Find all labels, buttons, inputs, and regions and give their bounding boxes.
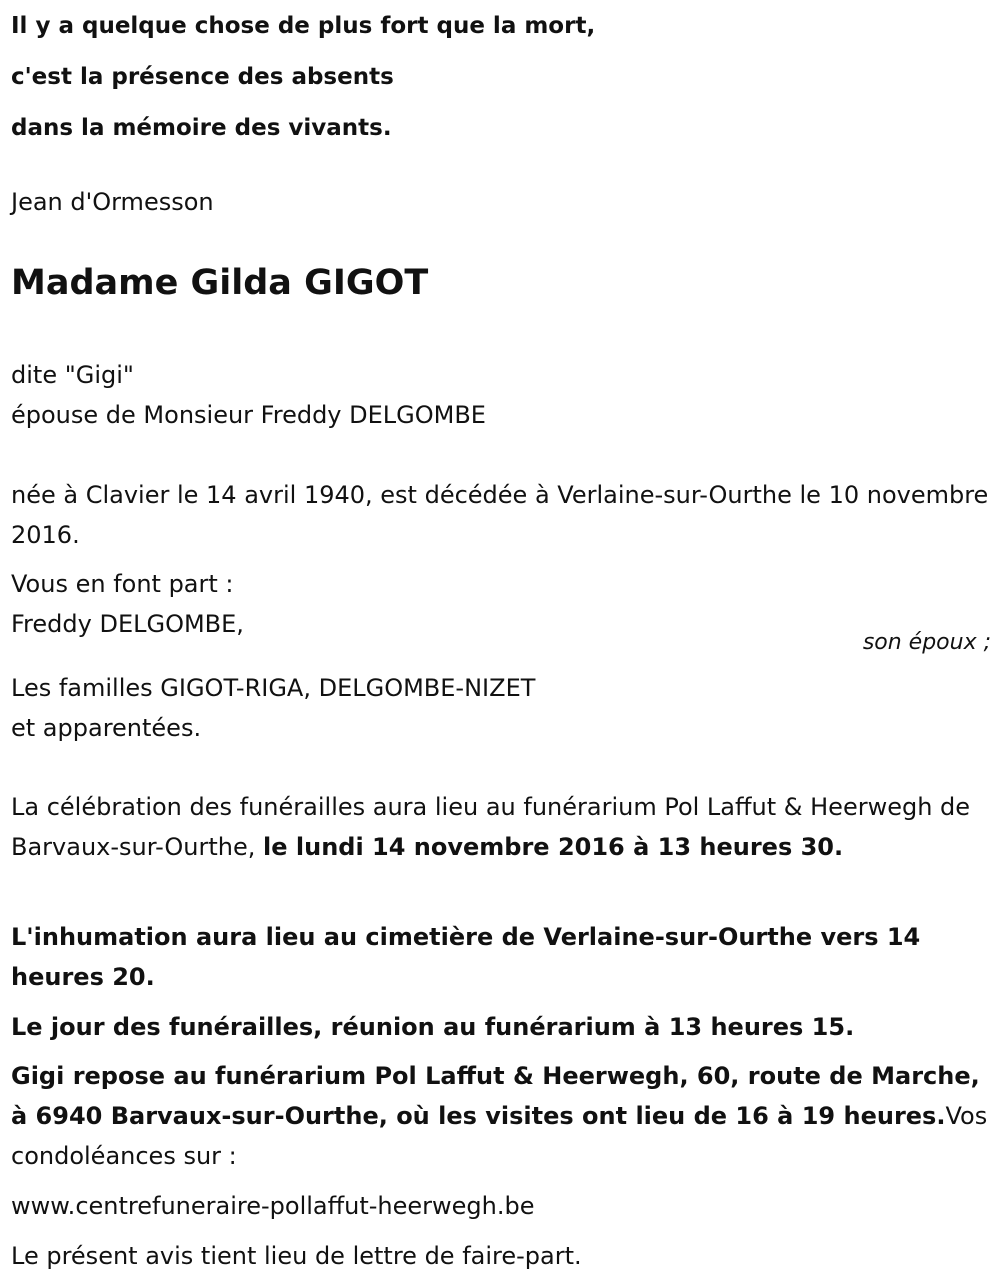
relatives-line: et apparentées. [11,714,202,742]
ceremony-paragraph [11,787,991,867]
meeting-paragraph: Le jour des funérailles, réunion au funérarium à 13 heures 15. [11,1013,855,1041]
website-line: www.centrefuneraire-pollaffut-heerwegh.be [11,1192,535,1220]
announce-line: Vous en font part : [11,570,234,598]
spouse-line: épouse de Monsieur Freddy DELGOMBE [11,401,486,429]
condolences-label: Vos condoléances sur : [11,1102,988,1170]
rest-paragraph [11,1056,991,1176]
husband-role: son époux ; [862,630,991,655]
families-line: Les familles GIGOT-RIGA, DELGOMBE-NIZET [11,674,536,702]
husband-line: Freddy DELGOMBE, [11,610,244,638]
birth-death-line: née à Clavier le 14 avril 1940, est décédée à Verlaine-sur-Ourthe le 10 novembre 2016. [11,481,989,549]
quote-line-3: dans la mémoire des vivants. [11,115,392,141]
ceremony-date: le lundi 14 novembre 2016 à 13 heures 30. [263,833,844,861]
rest-location: Gigi repose au funérarium Pol Laffut & Heerwegh, 60, route de Marche, à 6940 Barvaux-sur-Ourthe, où les visites ont lieu de 16 à 19 heures. [11,1062,980,1130]
quote-line-1: Il y a quelque chose de plus fort que la mort, [11,13,596,39]
deceased-name: Madame Gilda GIGOT [11,263,429,303]
nickname: dite "Gigi" [11,361,134,389]
quote-block [11,0,991,154]
ceremony-intro: La célébration des funérailles aura lieu au funérarium Pol Laffut & Heerwegh de Barvaux-sur-Ourthe, [11,793,971,861]
quote-author: Jean d'Ormesson [11,188,214,216]
quote-line-2: c'est la présence des absents [11,64,394,90]
notice-line: Le présent avis tient lieu de lettre de faire-part. [11,1242,582,1270]
burial-paragraph: L'inhumation aura lieu au cimetière de Verlaine-sur-Ourthe vers 14 heures 20. [11,923,921,991]
